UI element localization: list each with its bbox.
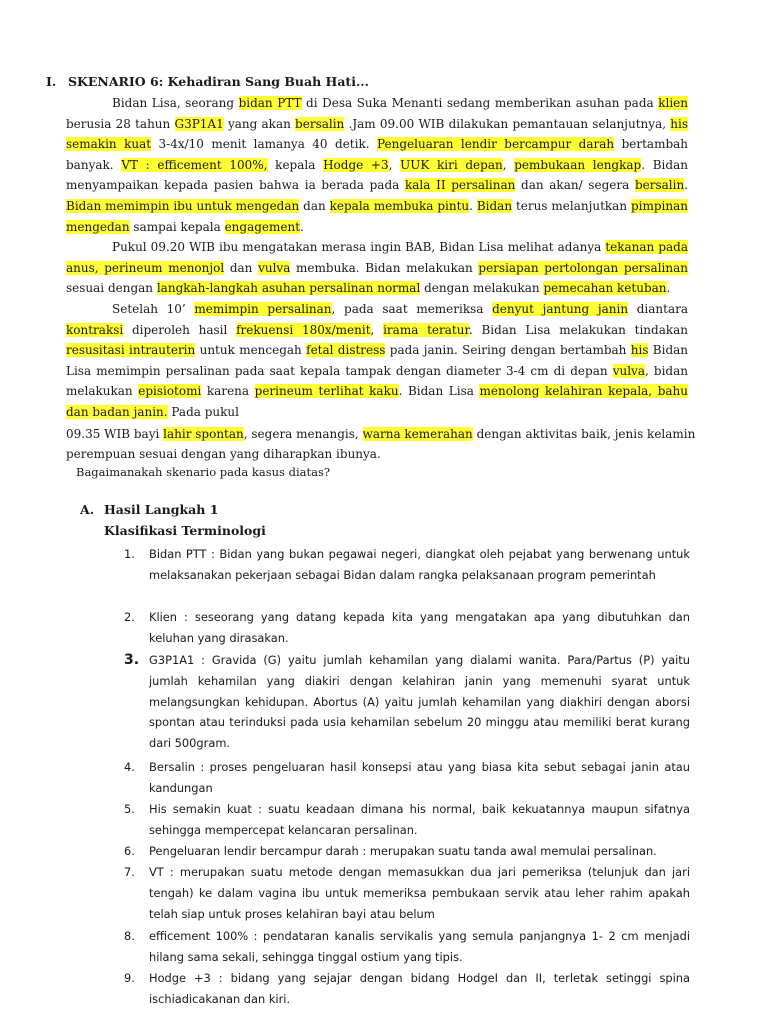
text-run: diperoleh hasil xyxy=(123,322,237,337)
highlighted-term: G3P1A1 xyxy=(174,116,224,131)
scenario-paragraph-2 xyxy=(66,237,688,299)
highlighted-term: denyut jantung janin xyxy=(492,302,629,316)
term-item xyxy=(124,544,690,586)
highlighted-term: klien xyxy=(658,96,688,110)
term-number: 6. xyxy=(124,844,135,858)
term-text: Pengeluaran lendir bercampur darah : merupakan suatu tanda awal memulai persalinan. xyxy=(149,844,657,858)
text-run: terus melanjutkan xyxy=(512,198,631,213)
text-run: .Jam 09.00 WIB dilakukan pemantauan selanjutnya, xyxy=(344,116,671,131)
term-number: 8. xyxy=(124,929,135,943)
highlighted-term: Pengeluaran lendir bercampur darah xyxy=(377,137,615,152)
text-run: yang akan xyxy=(223,116,296,131)
scenario-heading xyxy=(46,74,369,89)
text-run: , pada saat memeriksa xyxy=(331,302,493,316)
text-run: Bidan Lisa, seorang xyxy=(112,96,239,110)
text-run: bertambah banyak. xyxy=(66,137,689,172)
highlighted-term: resusitasi intrauterin xyxy=(66,343,196,358)
text-run: dengan melakukan xyxy=(420,281,544,296)
text-run: dan akan/ segera xyxy=(515,178,635,193)
term-text: His semakin kuat : suatu keadaan dimana his normal, baik kekuatannya maupun sifatnya sehingga mempercepat kelancaran persalinan. xyxy=(149,802,690,837)
term-item xyxy=(124,841,690,862)
highlighted-term: episiotomi xyxy=(138,384,202,399)
text-run: karena xyxy=(201,384,255,399)
text-run: . Bidan menyampaikan kepada pasien bahwa ia berada pada xyxy=(66,157,688,193)
term-number: 7. xyxy=(124,865,135,879)
text-run: 09.35 WIB bayi xyxy=(66,427,164,441)
term-item xyxy=(124,650,690,754)
term-text: Bersalin : proses pengeluaran hasil konsepsi atau yang biasa kita sebut sebagai janin atau kandungan xyxy=(149,760,690,795)
text-run: berusia 28 tahun xyxy=(66,116,175,131)
heading-numeral: I. xyxy=(46,74,57,89)
scenario-gender-line: perempuan sesuai dengan yang diharapkan ibunya. xyxy=(66,447,381,461)
term-item xyxy=(124,862,690,924)
text-run: . xyxy=(469,198,477,213)
highlighted-term: persiapan pertolongan persalinan xyxy=(478,260,689,275)
highlighted-term: bersalin xyxy=(295,116,345,131)
text-run: . xyxy=(300,219,304,234)
text-run: Pukul 09.20 WIB ibu mengatakan merasa ingin BAB, Bidan Lisa melihat adanya xyxy=(112,240,606,254)
term-item xyxy=(124,607,690,649)
highlighted-term: bidan PTT xyxy=(238,96,302,110)
highlighted-term: lahir spontan xyxy=(163,427,244,441)
heading-title: SKENARIO 6: Kehadiran Sang Buah Hati... xyxy=(68,74,370,89)
highlighted-term: his semakin kuat xyxy=(66,116,688,152)
term-text: Bidan PTT : Bidan yang bukan pegawai negeri, diangkat oleh pejabat yang berwenang untuk melaksanakan pekerjaan sebagai Bidan dalam rangka pelaksanaan program pemerintah xyxy=(149,547,690,582)
text-run: diantara xyxy=(628,302,688,316)
text-run: untuk mencegah xyxy=(195,343,307,358)
highlighted-term: Bidan xyxy=(476,198,513,213)
highlighted-term: warna kemerahan xyxy=(362,427,473,441)
section-heading xyxy=(80,502,218,517)
highlighted-term: Hodge +3 xyxy=(323,157,389,172)
term-text: efficement 100% : pendataran kanalis servikalis yang semula panjangnya 1- 2 cm menjadi hilang sama sekali, sehingga tinggal ostium yang tipis. xyxy=(149,929,690,964)
highlighted-term: pimpinan mengedan xyxy=(66,198,688,234)
text-run: . Bidan Lisa melakukan tindakan xyxy=(468,322,689,337)
highlighted-term: kala II persalinan xyxy=(404,178,516,193)
text-run: Pada pukul xyxy=(167,404,239,419)
term-text: Klien : seseorang yang datang kepada kita yang mengatakan apa yang dibutuhkan dan keluhan yang dirasakan. xyxy=(149,610,690,645)
highlighted-term: his xyxy=(630,343,649,358)
highlighted-term: VT : efficement 100%, xyxy=(121,157,268,172)
text-run: dan xyxy=(224,260,259,275)
section-title: Hasil Langkah 1 xyxy=(104,502,219,517)
term-text: VT : merupakan suatu metode dengan memasukkan dua jari pemeriksa (telunjuk dan jari tengah) ke dalam vagina ibu untuk memeriksa pembukaan servik atau leher rahim apakah telah siap untuk proses kelahiran bayi atau belum xyxy=(149,865,690,921)
section-letter: A. xyxy=(80,502,95,517)
highlighted-term: UUK kiri depan xyxy=(400,157,503,172)
highlighted-term: tekanan pada anus, perineum menonjol xyxy=(66,240,688,275)
highlighted-term: menolong kelahiran kepala, bahu dan badan janin. xyxy=(66,384,688,419)
highlighted-term: pemecahan ketuban xyxy=(543,281,667,296)
scenario-question: Bagaimanakah skenario pada kasus diatas? xyxy=(76,465,331,479)
text-run: 3-4x/10 menit lamanya 40 detik. xyxy=(151,137,377,152)
highlighted-term: Bidan memimpin ibu untuk mengedan xyxy=(66,198,300,213)
highlighted-term: pembukaan lengkap xyxy=(514,157,642,172)
text-run: di Desa Suka Menanti sedang memberikan asuhan pada xyxy=(301,96,659,110)
highlighted-term: irama teratur xyxy=(383,322,469,337)
text-run: sampai kepala xyxy=(129,219,225,234)
term-number: 1. xyxy=(124,547,135,561)
highlighted-term: bersalin xyxy=(634,178,685,193)
text-run: , bidan melakukan xyxy=(66,363,688,399)
highlighted-term: perineum terlihat kaku xyxy=(254,384,399,399)
text-run: , xyxy=(370,322,384,337)
term-item xyxy=(124,757,690,799)
highlighted-term: kepala membuka pintu xyxy=(329,198,470,213)
text-run: Setelah 10’ xyxy=(112,302,195,316)
highlighted-term: vulva xyxy=(612,363,645,378)
term-number: 9. xyxy=(124,971,135,985)
scenario-birth-time-line xyxy=(66,424,696,445)
term-text: G3P1A1 : Gravida (G) yaitu jumlah kehamilan yang dialami wanita. Para/Partus (P) yaitu jumlah kehamilan yang diakiri dengan kelahiran janin yang memenuhi syarat untuk melangsungkan kehidupan. Abortus (A) yaitu jumlah kehamilan yang diakhiri dengan aborsi spontan atau terinduksi pada usia kehamilan sebelum 20 minggu atau memiliki berat kurang dari 500gram. xyxy=(149,653,690,751)
highlighted-term: memimpin persalinan xyxy=(194,302,332,316)
scenario-paragraph-3 xyxy=(66,299,688,423)
highlighted-term: kontraksi xyxy=(66,322,124,337)
text-run: , xyxy=(388,157,401,172)
text-run: kepala xyxy=(267,157,324,172)
term-number: 2. xyxy=(124,610,135,624)
text-run: . xyxy=(666,281,671,296)
term-number: 5. xyxy=(124,802,135,816)
text-run: dengan aktivitas baik, jenis kelamin xyxy=(472,427,696,441)
term-item xyxy=(124,968,690,1010)
highlighted-term: fetal distress xyxy=(306,343,386,358)
text-run: membuka. Bidan melakukan xyxy=(290,260,479,275)
text-run: , segera menangis, xyxy=(243,427,363,441)
text-run: . xyxy=(684,178,689,193)
highlighted-term: langkah-langkah asuhan persalinan normal xyxy=(156,281,421,296)
text-run: sesuai dengan xyxy=(66,281,157,296)
section-subtitle: Klasifikasi Terminologi xyxy=(104,523,266,538)
text-run: , xyxy=(502,157,515,172)
highlighted-term: engagement xyxy=(224,219,301,234)
text-run: Bidan Lisa memimpin persalinan pada saat kepala tampak dengan diameter 3-4 cm di depan xyxy=(66,343,689,378)
term-number: 3. xyxy=(124,652,140,668)
scenario-paragraph-1 xyxy=(66,93,688,237)
highlighted-term: vulva xyxy=(258,260,291,275)
term-item xyxy=(124,799,690,841)
term-item xyxy=(124,926,690,968)
term-number: 4. xyxy=(124,760,135,774)
term-text: Hodge +3 : bidang yang sejajar dengan bidang HodgeI dan II, terletak setinggi spina ischiadicakanan dan kiri. xyxy=(149,971,690,1006)
text-run: . Bidan Lisa xyxy=(398,384,480,399)
text-run: pada janin. Seiring dengan bertambah xyxy=(385,343,631,358)
text-run: dan xyxy=(299,198,330,213)
highlighted-term: frekuensi 180x/menit xyxy=(236,322,371,337)
